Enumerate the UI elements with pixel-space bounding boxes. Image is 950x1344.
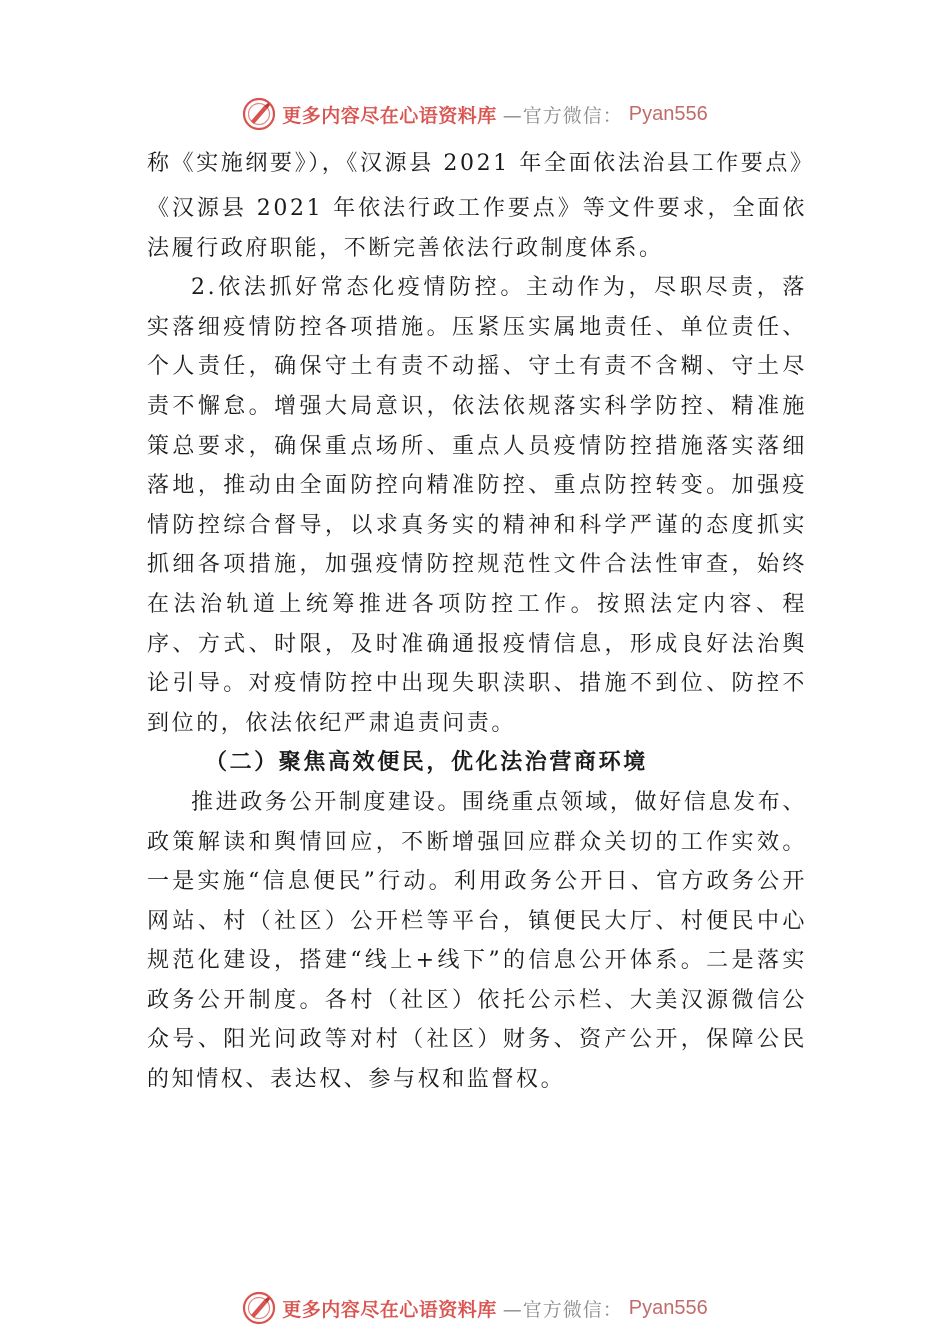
section-heading: （二）聚焦高效便民，优化法治营商环境 [205, 749, 648, 776]
watermark-title: 更多内容尽在心语资料库 [282, 1298, 497, 1321]
document-body [147, 150, 815, 1100]
watermark-wechat-id: Pyan556 [628, 1296, 708, 1319]
red-seal-logo-icon [242, 1291, 276, 1325]
watermark-wechat-label: —官方微信： [502, 1298, 623, 1321]
paragraph-documents: 《汉源县 2021 年依法行政工作要点》等文件要求，全面依法履行政府职能，不断完善依法行政制度体系。 [147, 196, 807, 261]
paragraph-government-affairs: 推进政务公开制度建设。围绕重点领域，做好信息发布、政策解读和舆情回应，不断增强回应群众关切的工作实效。 一是实施“信息便民”行动。利用政务公开日、官方政务公开网站、村（社区）公开栏等平台，镇便民大厅、村便民中心规范化建设，搭建“线上+线下”的信息公开体系。二是落实政务公开制度。各村（社区）依托公示栏、大美汉源微信公众号、阳光问政等对村（社区）财务、资产公开，保障公民的知情权、表达权、参与权和监督权。 [147, 789, 807, 1093]
paragraph-epidemic-control: 2.依法抓好常态化疫情防控。主动作为，尽职尽责，落实落细疫情防控各项措施。压紧压实属地责任、单位责任、 个人责任，确保守土有责不动摇、守土有责不含糊、守土尽责不懈怠。增强大局意识，依法依规落实科学防控、精准施策总要求，确保重点场所、重点人员疫情防控措施落实落细落地，推动由全面防控向精准防控、重点防控转变。加强疫情防控综合督导，以求真务实的精神和科学严谨的态度抓实抓细各项措施，加强疫情防控规范性文件合法性审查，始终在法治轨道上统筹推进各项防控工作。按照法定内容、程序、方式、时限，及时准确通报疫情信息，形成良好法治舆论引导。对疫情防控中出现失职渎职、措施不到位、防控不到位的，依法依纪严肃追责问责。 [147, 275, 807, 736]
watermark-footer [0, 1288, 950, 1328]
paragraph-continuation: 称《实施纲要》），《汉源县 2021 年全面依法治县工作要点》 [147, 151, 815, 176]
red-seal-logo-icon [242, 97, 276, 131]
watermark-wechat-id: Pyan556 [628, 102, 708, 125]
watermark-header [0, 94, 950, 134]
watermark-title: 更多内容尽在心语资料库 [282, 104, 497, 127]
watermark-wechat-label: —官方微信： [502, 104, 623, 127]
